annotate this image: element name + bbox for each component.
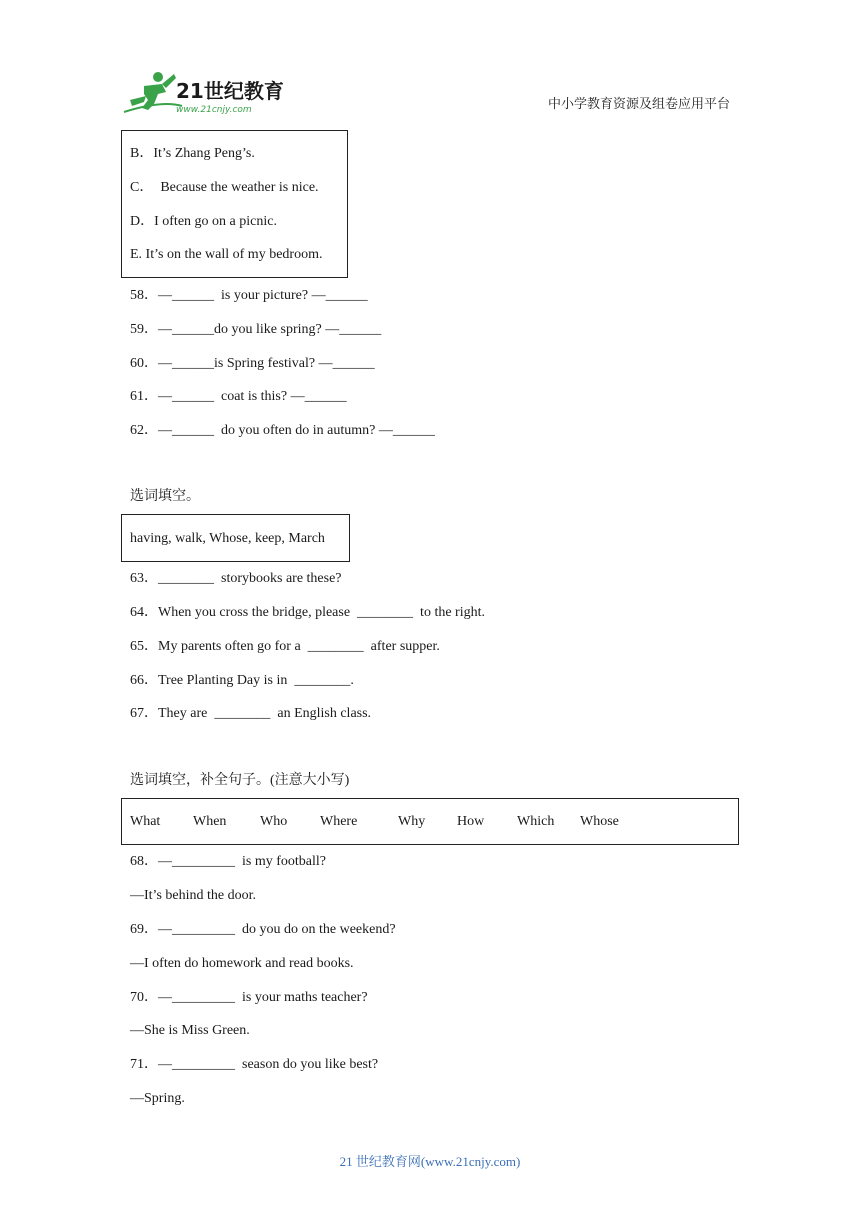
word-who: Who — [260, 814, 288, 829]
question-69: 69．—_________ do you do on the weekend? — [130, 922, 396, 937]
header-platform-text: 中小学教育资源及组卷应用平台 — [548, 96, 731, 111]
option-d: D．I often go on a picnic. — [130, 214, 277, 229]
question-58: 58．—______ is your picture? —______ — [130, 288, 368, 303]
section3-title: 选词填空，补全句子。(注意大小写) — [130, 773, 350, 788]
word-where: Where — [320, 814, 358, 829]
question-68: 68．—_________ is my football? — [130, 854, 326, 869]
logo-url: www.21cnjy.com — [176, 105, 252, 115]
question-71: 71．—_________ season do you like best? — [130, 1057, 379, 1072]
option-c: C． Because the weather is nice. — [130, 180, 319, 195]
question-62: 62．—______ do you often do in autumn? —______ — [130, 423, 435, 438]
answer-71: —Spring. — [130, 1091, 185, 1106]
option-e: E. It’s on the wall of my bedroom. — [130, 247, 323, 262]
word-why: Why — [398, 814, 426, 829]
question-67: 67．They are ________ an English class. — [130, 706, 372, 721]
footer-link[interactable]: 21 世纪教育网(www.21cnjy.com) — [339, 1154, 521, 1169]
logo — [122, 70, 292, 116]
question-66: 66．Tree Planting Day is in ________. — [130, 673, 354, 688]
section2-words: having, walk, Whose, keep, March — [130, 531, 325, 546]
question-64: 64．When you cross the bridge, please ________ to the right. — [130, 605, 485, 620]
word-how: How — [457, 814, 485, 829]
word-what: What — [130, 814, 161, 829]
word-whose: Whose — [580, 814, 619, 829]
runner-icon — [124, 72, 182, 112]
logo-text: 21世纪教育 — [176, 79, 284, 103]
word-when: When — [193, 814, 227, 829]
answer-70: —She is Miss Green. — [130, 1023, 250, 1038]
answer-69: —I often do homework and read books. — [130, 956, 354, 971]
word-which: Which — [517, 814, 555, 829]
question-65: 65．My parents often go for a ________ after supper. — [130, 639, 440, 654]
section2-title: 选词填空。 — [130, 489, 200, 504]
question-60: 60．—______is Spring festival? —______ — [130, 356, 375, 371]
question-59: 59．—______do you like spring? —______ — [130, 322, 382, 337]
question-70: 70．—_________ is your maths teacher? — [130, 990, 368, 1005]
answer-68: —It’s behind the door. — [130, 888, 256, 903]
question-63: 63．________ storybooks are these? — [130, 571, 342, 586]
option-b: B．It’s Zhang Peng’s. — [130, 146, 255, 161]
question-61: 61．—______ coat is this? —______ — [130, 389, 347, 404]
